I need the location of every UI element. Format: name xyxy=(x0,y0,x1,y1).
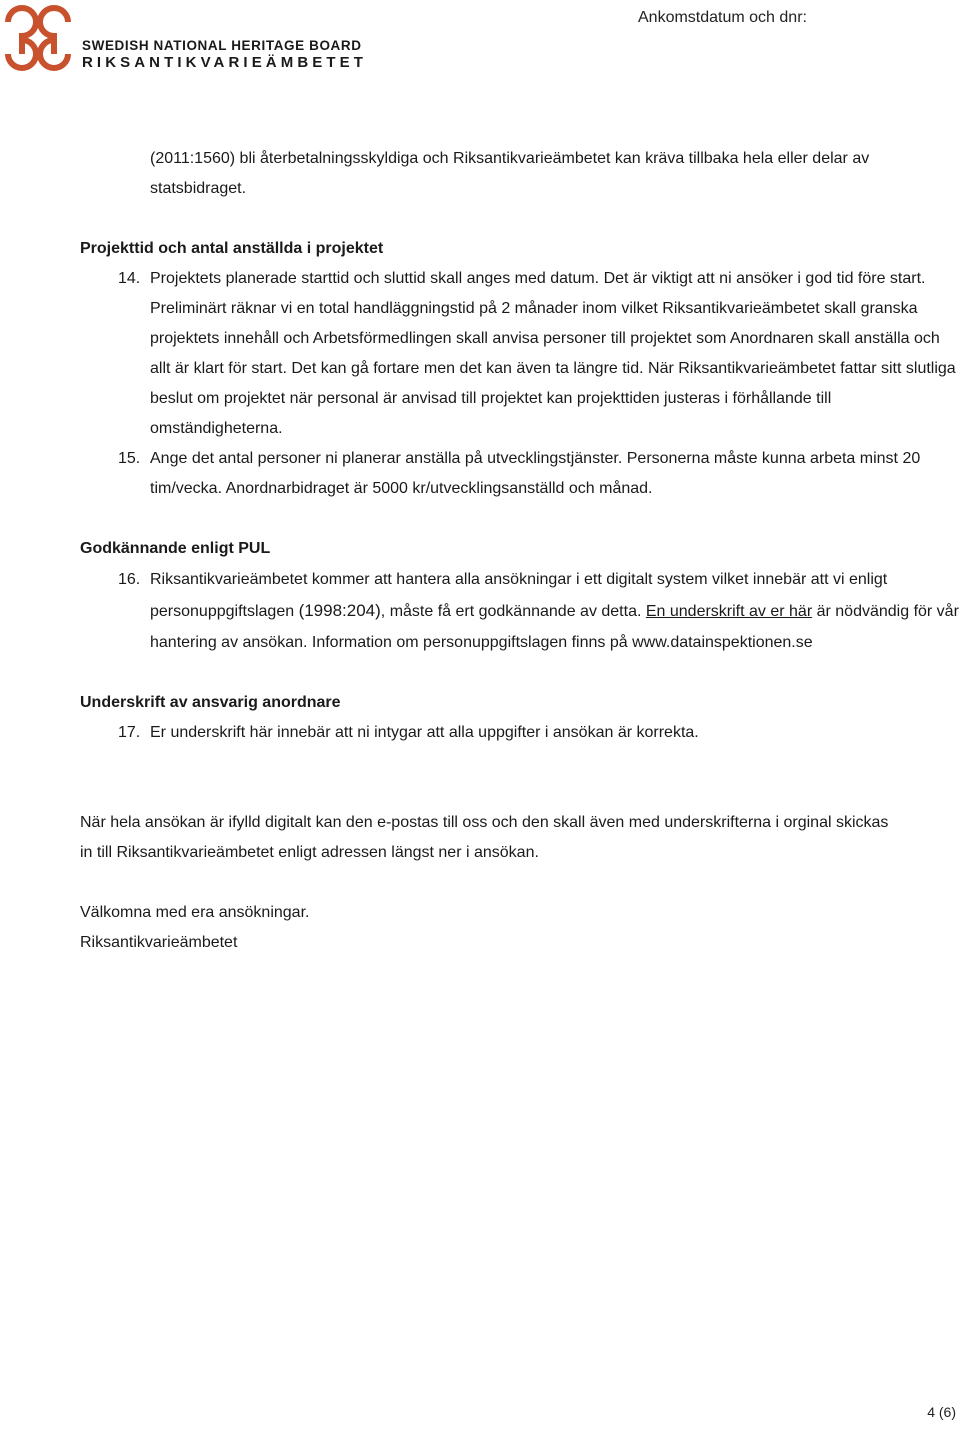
item-text: Riksantikvarieämbetet kommer att hantera alla ansökningar i ett digitalt system vilket innebär att vi enligt personuppgiftslagen xyxy=(150,571,888,620)
logo-text-english: SWEDISH NATIONAL HERITAGE BOARD xyxy=(82,38,362,53)
item-number: 14. xyxy=(118,270,141,287)
section-heading-signature: Underskrift av ansvarig anordnare xyxy=(80,694,341,711)
item-16 xyxy=(80,564,960,658)
item-17 xyxy=(80,718,960,748)
page-indicator: 4 (6) xyxy=(927,1404,956,1420)
item-number: 16. xyxy=(118,571,141,588)
item-text: Ange det antal personer ni planerar anställa på utvecklingstjänster. Personerna måste kunna arbeta minst 20 tim/vecka. Anordnarbidraget är 5000 kr/utvecklingsanställd och månad. xyxy=(150,450,921,497)
heritage-board-logo-icon xyxy=(2,2,74,74)
document-body xyxy=(80,144,960,958)
logo-text-swedish: RIKSANTIKVARIEÄMBETET xyxy=(82,54,367,71)
item-number: 17. xyxy=(118,724,141,741)
intro-paragraph: (2011:1560) bli återbetalningsskyldiga och Riksantikvarieämbetet kan kräva tillbaka hela eller delar av statsbidraget. xyxy=(150,150,870,197)
arrival-date-label: Ankomstdatum och dnr: xyxy=(638,9,807,26)
item-text: , måste få ert godkännande av detta. xyxy=(380,603,646,620)
law-reference: (1998:204) xyxy=(298,601,381,620)
item-number: 15. xyxy=(118,450,141,467)
section-heading-pul: Godkännande enligt PUL xyxy=(80,540,271,557)
item-text: är nödvändig för vår hantering av ansökan. Information om personuppgiftslagen finns på www.datainspektionen.se xyxy=(150,603,959,651)
item-text: Er underskrift här innebär att ni intygar att alla uppgifter i ansökan är korrekta. xyxy=(150,724,699,741)
signature-here-link[interactable]: En underskrift av er här xyxy=(645,603,813,620)
signature: Riksantikvarieämbetet xyxy=(80,934,238,951)
closing-paragraph: När hela ansökan är ifylld digitalt kan den e-postas till oss och den skall även med underskrifterna i orginal skickas in till Riksantikvarieämbetet enligt adressen längst ner i ansökan. xyxy=(80,814,889,861)
section-heading-project-time: Projekttid och antal anställda i projektet xyxy=(80,240,384,257)
item-text: Projektets planerade starttid och sluttid skall anges med datum. Det är viktigt att ni ansöker i god tid före start. Preliminärt räknar vi en total handläggningstid på 2 månader inom vilket Riksantikvarieämbetet skall granska projektets innehåll och Arbetsförmedlingen skall anvisa personer till projektet som Anordnaren skall anställa och allt är klart för start. Det kan gå fortare men det kan även ta längre tid. När Riksantikvarieämbetet fattar sitt slutliga beslut om projektet när personal är anvisad till projektet kan projekttiden justeras i förhållande till omständigheterna. xyxy=(150,270,956,437)
item-15 xyxy=(80,444,960,504)
item-14 xyxy=(80,264,960,444)
greeting: Välkomna med era ansökningar. xyxy=(80,904,310,921)
logo xyxy=(2,2,367,74)
